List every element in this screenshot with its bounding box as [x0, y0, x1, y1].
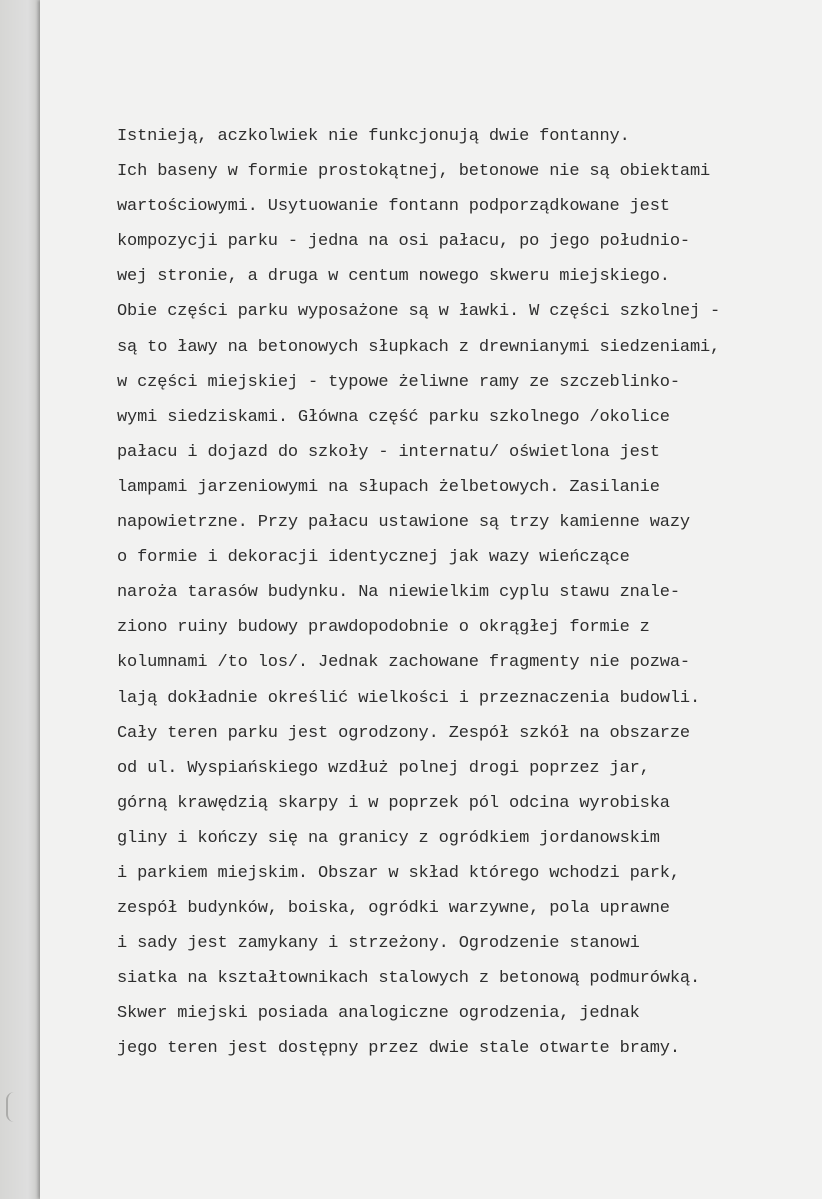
text-line: ziono ruiny budowy prawdopodobnie o okrągłej formie z	[117, 618, 650, 638]
text-line: Cały teren parku jest ogrodzony. Zespół szkół na obszarze	[117, 723, 690, 743]
text-line: od ul. Wyspiańskiego wzdłuż polnej drogi poprzez jar,	[117, 758, 650, 778]
text-line: o formie i dekoracji identycznej jak wazy wieńczące	[117, 548, 630, 568]
text-line: naroża tarasów budynku. Na niewielkim cyplu stawu znale-	[117, 583, 680, 603]
text-line: wymi siedziskami. Główna część parku szkolnego /okolice	[117, 407, 670, 427]
text-line: i sady jest zamykany i strzeżony. Ogrodzenie stanowi	[117, 934, 640, 954]
text-line: górną krawędzią skarpy i w poprzek pól odcina wyrobiska	[117, 793, 670, 813]
text-line: jego teren jest dostępny przez dwie stale otwarte bramy.	[117, 1039, 680, 1059]
text-line: Ich baseny w formie prostokątnej, betonowe nie są obiektami	[117, 162, 711, 182]
text-line: pałacu i dojazd do szkoły - internatu/ oświetlona jest	[117, 442, 660, 462]
text-line: wej stronie, a druga w centum nowego skweru miejskiego.	[117, 267, 670, 287]
text-line: są to ławy na betonowych słupkach z drewnianymi siedzeniami,	[117, 337, 721, 357]
text-line: lampami jarzeniowymi na słupach żelbetowych. Zasilanie	[117, 477, 660, 497]
text-line: i parkiem miejskim. Obszar w skład którego wchodzi park,	[117, 863, 680, 883]
text-line: lają dokładnie określić wielkości i przeznaczenia budowli.	[117, 688, 700, 708]
book-binding-edge	[0, 0, 40, 1199]
text-line: kompozycji parku - jedna na osi pałacu, po jego południo-	[117, 232, 690, 252]
binding-mark	[6, 1092, 18, 1122]
text-line: kolumnami /to los/. Jednak zachowane fragmenty nie pozwa-	[117, 653, 690, 673]
text-line: zespół budynków, boiska, ogródki warzywne, pola uprawne	[117, 899, 670, 919]
text-line: gliny i kończy się na granicy z ogródkiem jordanowskim	[117, 828, 660, 848]
text-line: w części miejskiej - typowe żeliwne ramy ze szczeblinko-	[117, 372, 680, 392]
text-line: Skwer miejski posiada analogiczne ogrodzenia, jednak	[117, 1004, 640, 1024]
text-line: Istnieją, aczkolwiek nie funkcjonują dwie fontanny.	[117, 127, 630, 146]
typewritten-text-block	[117, 119, 777, 1067]
text-line: Obie części parku wyposażone są w ławki. W części szkolnej -	[117, 302, 721, 322]
text-line: siatka na kształtownikach stalowych z betonową podmurówką.	[117, 969, 700, 989]
text-line: wartościowymi. Usytuowanie fontann podporządkowane jest	[117, 197, 670, 217]
text-line: napowietrzne. Przy pałacu ustawione są trzy kamienne wazy	[117, 513, 690, 533]
